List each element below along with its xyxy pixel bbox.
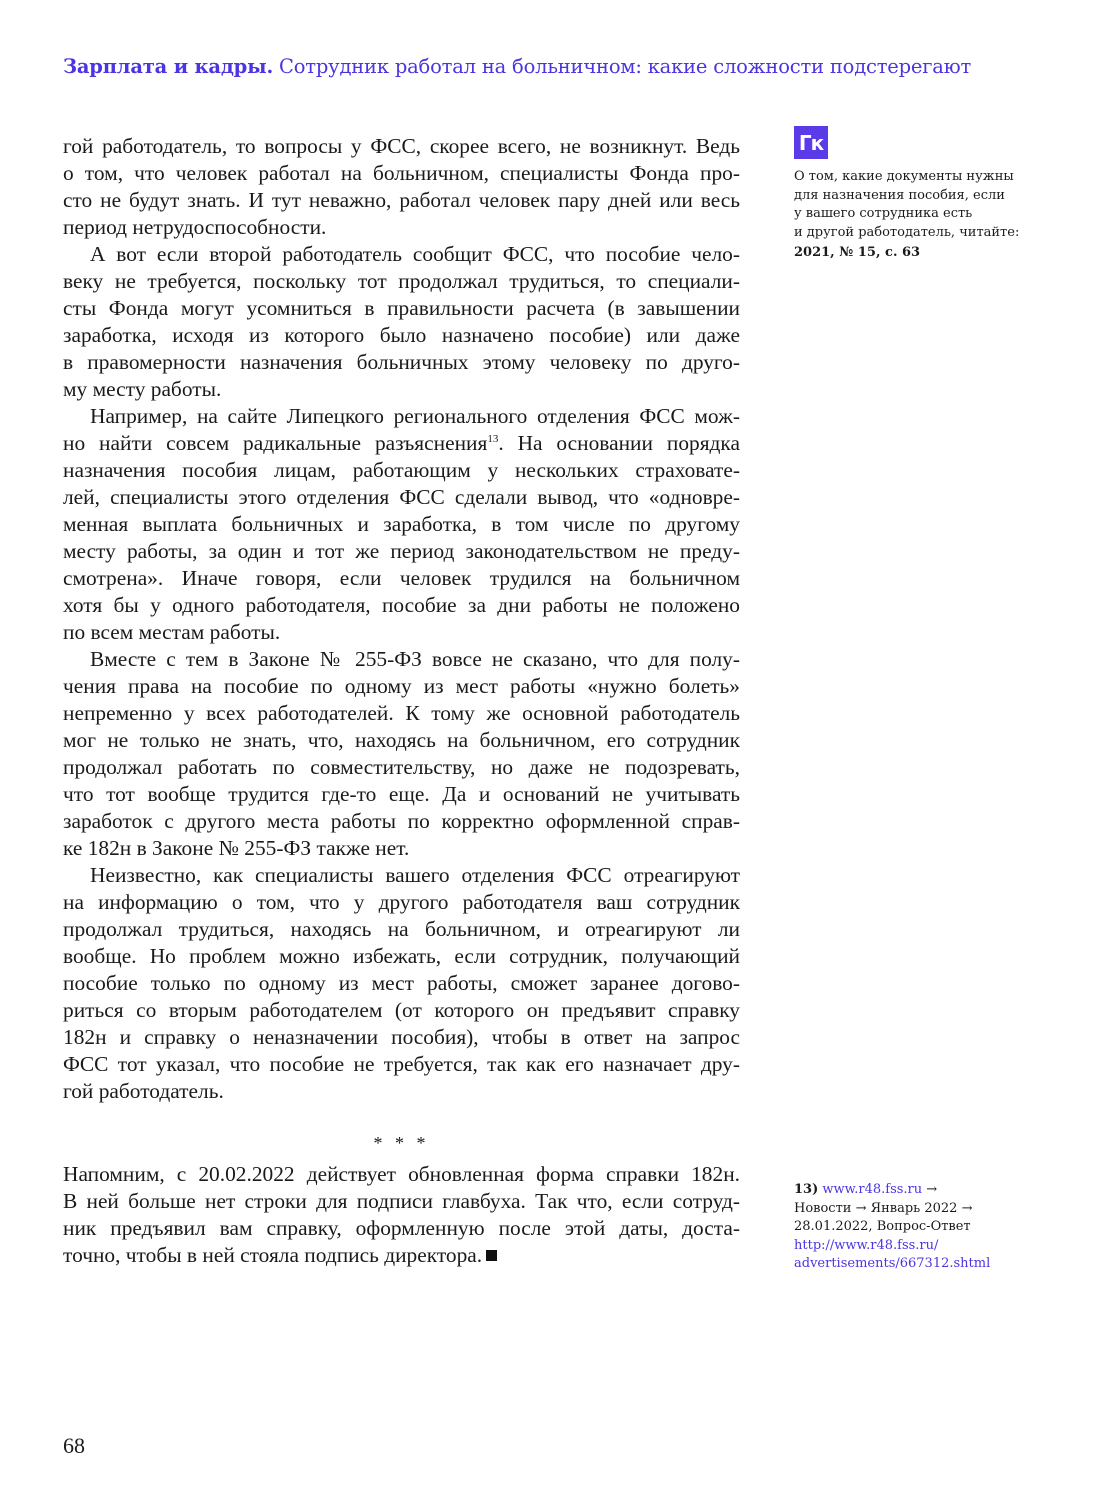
note-line: для назначения пособия, если (794, 187, 1005, 203)
footnote-line (794, 1181, 1034, 1200)
text-fragment: . На основании порядка (498, 431, 740, 455)
text-line: о том, что человек работал на больничном, специалисты Фонда про- (63, 161, 740, 185)
text-line: лей, специалисты этого отделения ФСС сделали вывод, что «одновре- (63, 485, 740, 509)
text-line: Напомним, с 20.02.2022 действует обновленная форма справки 182н. (63, 1162, 740, 1186)
sidebar-note (794, 168, 1034, 263)
text-line: менная выплата больничных и заработка, в том числе по другому (63, 512, 740, 536)
text-line: в правомерности назначения больничных этому человеку по друго- (63, 350, 740, 374)
text-line: назначения пособия лицам, работающим у нескольких страховате- (63, 458, 740, 482)
text-line: 182н и справку о неназначении пособия), чтобы в ответ на запрос (63, 1025, 740, 1049)
text-line: му месту работы. (63, 377, 222, 401)
text-line: продолжал работать по совместительству, но даже не подозревать, (63, 755, 740, 779)
text-line: месту работы, за один и тот же период законодательством не преду- (63, 539, 740, 563)
text-line: риться со вторым работодателем (от которого он предъявит справку (63, 998, 740, 1022)
text-line: А вот если второй работодатель сообщит ФСС, что пособие чело- (90, 242, 740, 266)
text-line: мог не только не знать, что, находясь на больничном, его сотрудник (63, 728, 740, 752)
text-line: гой работодатель. (63, 1079, 224, 1103)
text-line: Вместе с тем в Законе № 255-ФЗ вовсе не сказано, что для полу- (90, 647, 740, 671)
paragraph (63, 241, 740, 403)
paragraph (63, 133, 740, 241)
text-line: гой работодатель, то вопросы у ФСС, скорее всего, не возникнут. Ведь (63, 134, 740, 158)
site-link[interactable]: www.r48.fss.ru (822, 1182, 923, 1197)
text-fragment: точно, чтобы в ней стояла подпись директора. (63, 1243, 483, 1267)
arrow-icon: → (922, 1182, 938, 1197)
note-line: у вашего сотрудника есть (794, 206, 973, 221)
footnote-line: Новости → Январь 2022 → (794, 1200, 973, 1216)
section-separator: * * * (373, 1133, 430, 1153)
text-line: что тот вообще трудится где-то еще. Да и оснований не учитывать (63, 782, 740, 806)
text-line: вообще. Но проблем можно избежать, если сотрудник, получающий (63, 944, 740, 968)
footnote-number: 13) (794, 1182, 819, 1197)
closing-paragraph (63, 1161, 740, 1269)
text-line: Неизвестно, как специалисты вашего отделения ФСС отреагируют (90, 863, 740, 887)
url-link[interactable]: http://www.r48.fss.ru/ (794, 1237, 939, 1253)
text-fragment: но найти совсем радикальные разъяснения (63, 431, 488, 455)
issue-reference[interactable]: 2021, № 15, с. 63 (794, 245, 921, 260)
text-line: чения права на пособие по одному из мест работы «нужно болеть» (63, 674, 740, 698)
note-line: О том, какие документы нужны (794, 169, 1014, 184)
text-line: заработка, исходя из которого было назначено пособие) или даже (63, 323, 740, 347)
text-line: сто не будут знать. И тут неважно, работал человек пару дней или весь (63, 188, 740, 212)
text-line: ке 182н в Законе № 255-ФЗ также нет. (63, 836, 410, 860)
text-line: по всем местам работы. (63, 620, 281, 644)
note-line: и другой работодатель, читайте: (794, 224, 1020, 240)
text-line: непременно у всех работодателей. К тому же основной работодатель (63, 701, 740, 725)
text-line: веку не требуется, поскольку тот продолжал трудиться, то специали- (63, 269, 740, 293)
text-line (63, 430, 740, 457)
section-title: Зарплата и кадры. (63, 55, 274, 78)
footnote-line: 28.01.2022, Вопрос-Ответ (794, 1219, 971, 1234)
text-line: Например, на сайте Липецкого регионального отделения ФСС мож- (90, 404, 740, 428)
text-line: В ней больше нет строки для подписи главбуха. Так что, если сотруд- (63, 1189, 740, 1213)
text-line: пособие только по одному из мест работы, сможет заранее догово- (63, 971, 740, 995)
article-title: Сотрудник работал на больничном: какие сложности подстерегают (279, 55, 972, 78)
text-line: на информацию о том, что у другого работодателя ваш сотрудник (63, 890, 740, 914)
text-line: смотрена». Иначе говоря, если человек трудился на больничном (63, 566, 740, 590)
text-line: период нетрудоспособности. (63, 215, 327, 239)
article-body (63, 133, 740, 1105)
url-link[interactable]: advertisements/667312.shtml (794, 1256, 991, 1271)
text-line: хотя бы у одного работодателя, пособие за дни работы не положено (63, 593, 740, 617)
text-line: сты Фонда могут усомниться в правильности расчета (в завышении (63, 296, 740, 320)
paragraph (63, 646, 740, 862)
text-line: заработок с другого места работы по корректно оформленной справ- (63, 809, 740, 833)
footnote-13 (794, 1181, 1034, 1274)
paragraph (63, 403, 740, 646)
text-line: ник предъявил вам справку, оформленную после этой даты, доста- (63, 1216, 740, 1240)
gk-logo-icon: Гк (794, 126, 828, 159)
page-number: 68 (63, 1433, 85, 1458)
text-line: ФСС тот указал, что пособие не требуется, так как его назначает дру- (63, 1052, 740, 1076)
footnote-marker[interactable]: 13 (487, 433, 499, 445)
end-of-article-icon (486, 1250, 497, 1261)
text-line: продолжал трудиться, находясь на больничном, и отреагируют ли (63, 917, 740, 941)
running-head (63, 53, 1043, 81)
text-line (63, 1242, 740, 1269)
paragraph (63, 862, 740, 1105)
